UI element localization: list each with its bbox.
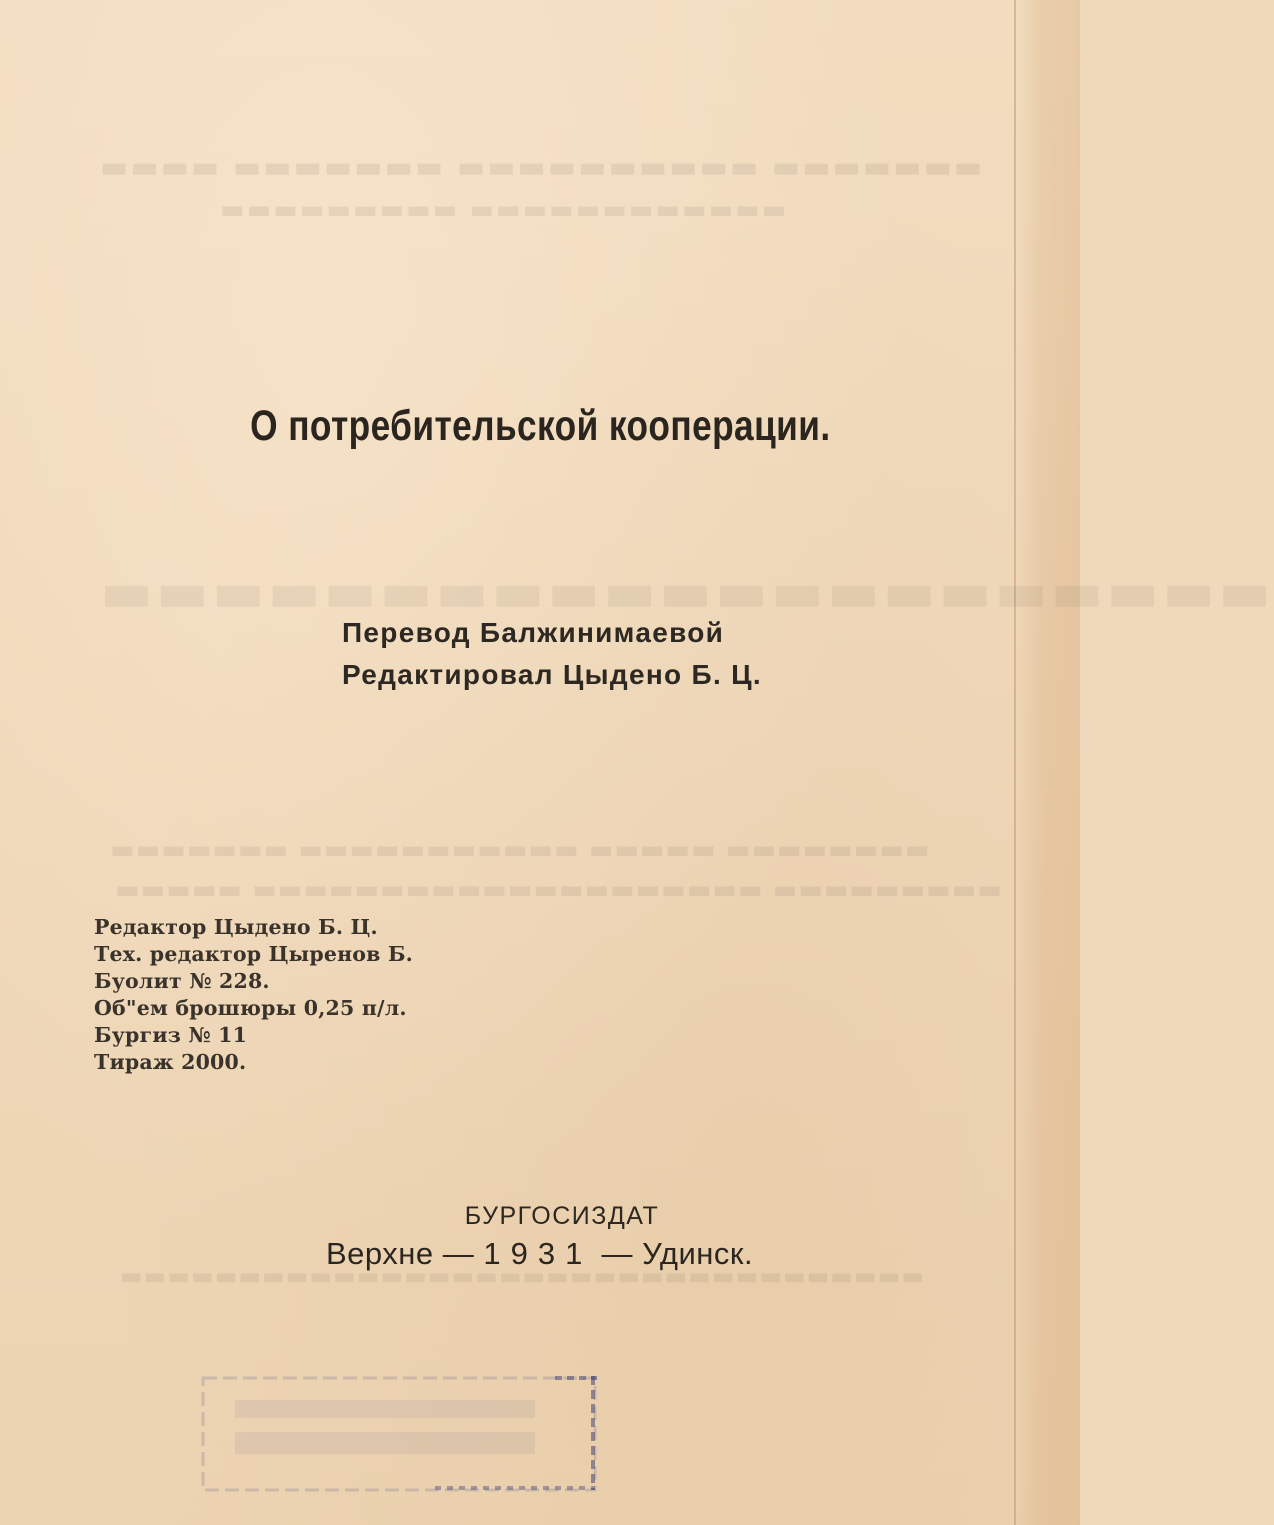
- show-through-text: ▬▬▬▬▬▬▬▬▬▬▬▬▬▬▬▬▬▬▬▬▬: [100, 560, 1274, 625]
- show-through-text: ▬▬▬▬ ▬▬▬▬▬▬▬ ▬▬▬▬▬▬▬▬▬▬ ▬▬▬▬▬▬▬: [100, 150, 985, 185]
- city-right: — Удинск.: [601, 1236, 754, 1271]
- editor-line: Редактировал Цыдено Б. Ц.: [342, 659, 762, 690]
- city-left: Верхне —: [326, 1236, 475, 1271]
- show-through-text: ▬▬▬▬▬ ▬▬▬▬▬▬▬▬▬▬▬▬▬▬▬▬▬▬▬▬ ▬▬▬▬▬▬▬▬▬: [115, 875, 1003, 905]
- imprint-line-publisher-number: Бургиз № 11: [94, 1023, 248, 1047]
- imprint-line-censor-number: Буолит № 228.: [94, 969, 270, 993]
- city-year-line: [326, 1236, 753, 1272]
- credits-block: [342, 612, 762, 696]
- publisher-name: БУРГОСИЗДАТ: [464, 1202, 660, 1230]
- translator-line: Перевод Балжинимаевой: [342, 617, 725, 648]
- library-stamp-icon: [195, 1370, 605, 1495]
- show-through-text: ▬▬▬▬▬▬▬ ▬▬▬▬▬▬▬▬▬▬▬ ▬▬▬▬▬ ▬▬▬▬▬▬▬▬: [110, 835, 931, 865]
- publication-year: 1931: [483, 1236, 593, 1271]
- book-title: О потребительской кооперации.: [250, 402, 831, 450]
- show-through-text: ▬▬▬▬▬▬▬▬▬ ▬▬▬▬▬▬▬▬▬▬▬▬: [220, 195, 789, 225]
- imprint-line-editor: Редактор Цыдено Б. Ц.: [94, 915, 378, 939]
- imprint-line-tech-editor: Тех. редактор Цыренов Б.: [94, 942, 414, 966]
- imprint-block: [94, 914, 413, 1076]
- imprint-line-volume: Об"ем брошюры 0,25 п/л.: [94, 996, 407, 1020]
- show-through-text: ▬▬▬▬▬▬▬▬▬▬▬▬▬▬▬▬▬▬▬▬▬▬▬▬▬▬▬▬▬▬▬▬▬▬: [120, 1262, 925, 1290]
- page-edge-shading: [1014, 0, 1080, 1525]
- imprint-line-print-run: Тираж 2000.: [94, 1050, 247, 1074]
